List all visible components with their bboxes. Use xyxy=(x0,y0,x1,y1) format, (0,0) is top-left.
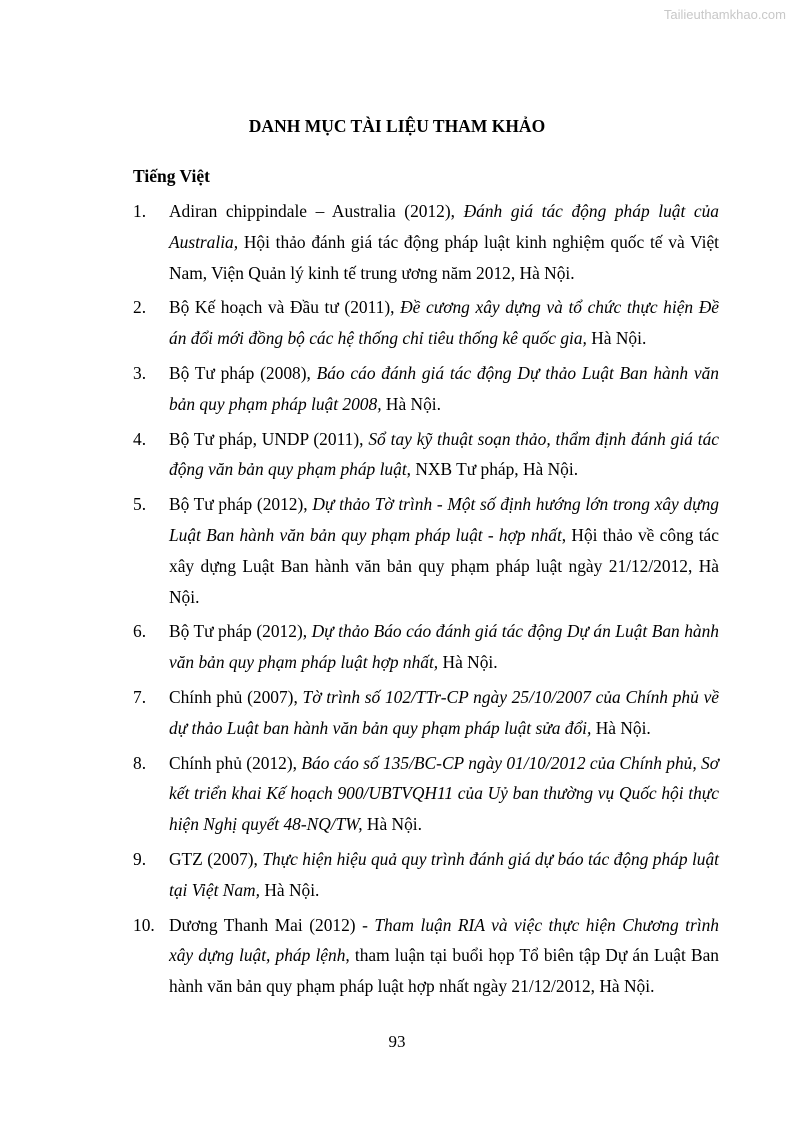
reference-title: Tờ trình số 102/TTr-CP ngày 25/10/2007 của Chính phủ về dự thảo Luật ban hành văn bản quy phạm pháp luật sửa đổi, xyxy=(169,686,720,738)
reference-author: GTZ (2007), xyxy=(169,848,263,869)
reference-number: 8. xyxy=(133,752,147,773)
reference-item xyxy=(133,196,719,288)
reference-title: Đề cương xây dựng và tổ chức thực hiện Đề án đổi mới đồng bộ các hệ thống chỉ tiêu thống kê quốc gia, xyxy=(169,297,719,349)
reference-author: Bộ Tư pháp, UNDP (2011), xyxy=(169,428,369,449)
reference-publisher: Hà Nội. xyxy=(381,393,441,414)
reference-author: Dương Thanh Mai (2012) - xyxy=(169,914,375,935)
reference-number: 5. xyxy=(133,494,147,515)
reference-author: Chính phủ (2007), xyxy=(169,686,303,707)
reference-item xyxy=(133,844,719,906)
reference-publisher: , NXB Tư pháp, Hà Nội. xyxy=(406,459,579,480)
reference-author: Bộ Kế hoạch và Đầu tư (2011), xyxy=(169,297,401,318)
reference-item xyxy=(133,358,719,420)
reference-number: 2. xyxy=(133,297,147,318)
reference-item xyxy=(133,910,719,1002)
reference-number: 10. xyxy=(133,914,155,935)
reference-publisher: Hà Nội. xyxy=(362,814,422,835)
reference-title: Báo cáo số 135/BC-CP ngày 01/10/2012 của Chính phủ, Sơ kết triển khai Kế hoạch 900/UBTVQH11 của Uỷ ban thường vụ Quốc hội thực hiện Nghị quyết 48-NQ/TW, xyxy=(169,752,720,835)
reference-title: Dự thảo Tờ trình - Một số định hướng lớn trong xây dựng Luật Ban hành văn bản quy phạm pháp luật - hợp nhất xyxy=(169,494,719,545)
page-number: 93 xyxy=(388,1032,406,1051)
reference-author: Bộ Tư pháp (2008), xyxy=(169,362,317,383)
reference-item xyxy=(133,489,719,612)
reference-publisher: Hà Nội. xyxy=(438,652,498,673)
reference-title: Sổ tay kỹ thuật soạn thảo, thẩm định đánh giá tác động văn bản quy phạm pháp luật xyxy=(169,428,719,480)
reference-title: Thực hiện hiệu quả quy trình đánh giá dự báo tác động pháp luật tại Việt Nam, xyxy=(169,848,720,900)
reference-title: Đánh giá tác động pháp luật của Australia, xyxy=(169,201,719,252)
reference-list xyxy=(133,196,719,1006)
reference-author: Bộ Tư pháp (2012), xyxy=(169,621,312,642)
reference-number: 7. xyxy=(133,686,147,707)
reference-item xyxy=(133,616,719,678)
reference-author: Chính phủ (2012), xyxy=(169,752,302,773)
reference-publisher: tham luận tại buổi họp Tổ biên tập Dự án Luật Ban hành văn bản quy phạm pháp luật hợp nhất ngày 21/12/2012, Hà Nội. xyxy=(169,945,719,997)
reference-number: 3. xyxy=(133,362,147,383)
reference-item xyxy=(133,424,719,486)
reference-item xyxy=(133,682,719,744)
reference-publisher: Hội thảo đánh giá tác động pháp luật kinh nghiệm quốc tế và Việt Nam, Viện Quản lý kinh tế trung ương năm 2012, Hà Nội. xyxy=(169,231,719,283)
watermark: Tailieuthamkhao.com xyxy=(663,7,786,22)
reference-title: Báo cáo đánh giá tác động Dự thảo Luật Ban hành văn bản quy phạm pháp luật 2008, xyxy=(169,362,719,414)
reference-number: 4. xyxy=(133,428,147,449)
reference-title: Tham luận RIA và việc thực hiện Chương trình xây dựng luật, pháp lệnh, xyxy=(169,914,720,966)
reference-item xyxy=(133,292,719,354)
reference-item xyxy=(133,748,719,840)
reference-publisher: Hà Nội. xyxy=(591,717,651,738)
reference-publisher: , Hội thảo về công tác xây dựng Luật Ban hành văn bản quy phạm pháp luật ngày 21/12/2012, Hà Nội. xyxy=(169,524,719,607)
reference-title: Dự thảo Báo cáo đánh giá tác động Dự án Luật Ban hành văn bản quy phạm pháp luật hợp nhất, xyxy=(169,621,720,673)
reference-publisher: Hà Nội. xyxy=(586,328,647,349)
reference-number: 6. xyxy=(133,621,147,642)
reference-number: 1. xyxy=(133,201,147,221)
page-title: DANH MỤC TÀI LIỆU THAM KHẢO xyxy=(248,116,546,136)
section-heading: Tiếng Việt xyxy=(133,166,210,186)
reference-author: Bộ Tư pháp (2012), xyxy=(169,494,313,515)
reference-publisher: Hà Nội. xyxy=(259,879,320,900)
reference-number: 9. xyxy=(133,848,147,869)
reference-author: Adiran chippindale – Australia (2012), xyxy=(169,201,464,221)
